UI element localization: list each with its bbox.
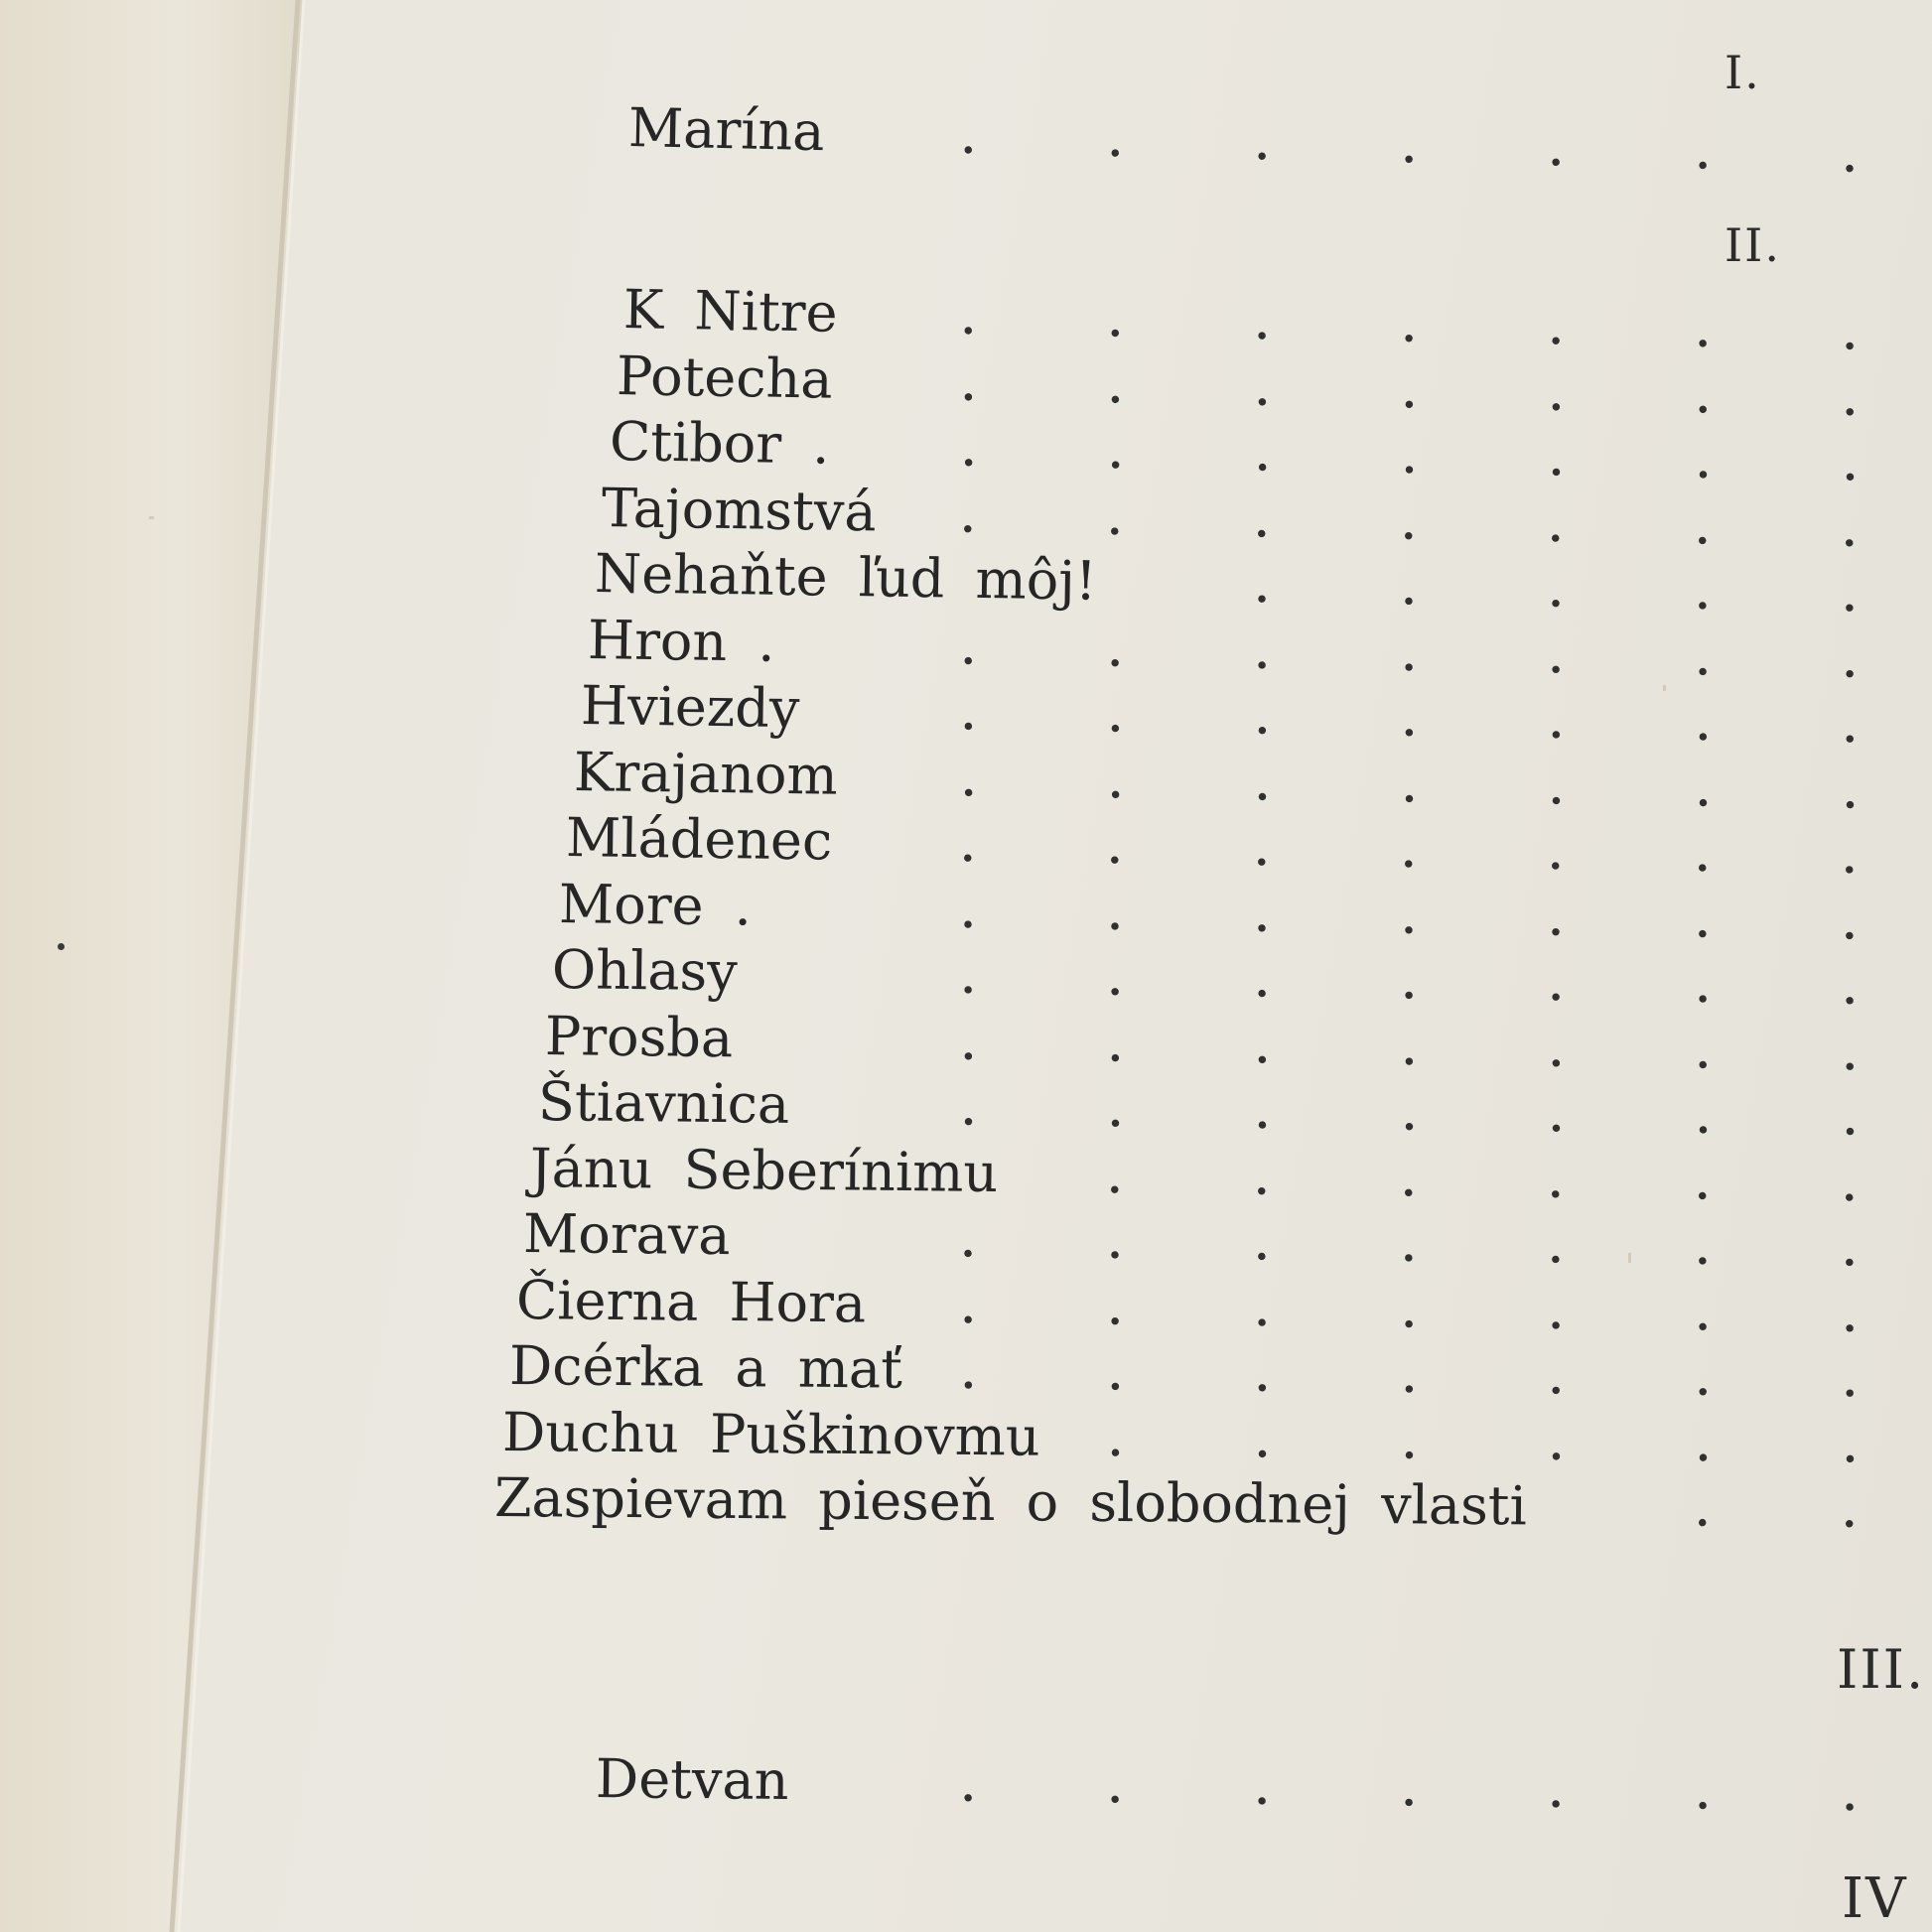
leader-dot: .: [961, 1285, 976, 1332]
dot-leader: [895, 1206, 1932, 1281]
leader-dot: .: [1842, 1294, 1858, 1341]
leader-dot: .: [1696, 1488, 1711, 1536]
leader-dot: .: [1108, 1155, 1123, 1202]
leader-dot: .: [1255, 959, 1270, 1007]
toc-entry-title: Potecha: [616, 344, 833, 411]
leader-dot: .: [1255, 1288, 1270, 1335]
leader-dot: .: [1108, 1418, 1123, 1465]
leader-dot: .: [961, 296, 976, 345]
leader-dot: .: [961, 1351, 976, 1399]
leader-dot: .: [1254, 302, 1270, 349]
leader-dot: .: [1108, 1352, 1123, 1400]
leader-dot: .: [1842, 134, 1858, 182]
dot-leader: [1629, 1475, 1932, 1542]
leader-dot: .: [1548, 438, 1564, 485]
leader-dot: .: [1842, 900, 1858, 949]
leader-dot: .: [1402, 1158, 1417, 1205]
leader-dot: .: [961, 890, 976, 937]
toc-entry-title: Morava: [522, 1202, 732, 1268]
leader-dot: .: [1255, 828, 1270, 876]
leader-dot: .: [1255, 630, 1270, 678]
section-numeral: III.: [1837, 1638, 1926, 1701]
leader-dot: .: [1695, 506, 1711, 554]
leader-dot: .: [1401, 304, 1417, 351]
leader-dot: .: [961, 1763, 976, 1812]
leader-dot: .: [1254, 433, 1270, 481]
leader-dot: .: [1108, 1220, 1123, 1269]
leader-dot: .: [1548, 1029, 1564, 1076]
leader-dot: .: [1695, 374, 1711, 423]
leader-dot: .: [1108, 431, 1123, 479]
stray-ink-dot: [58, 943, 65, 950]
leader-dot: .: [1548, 307, 1564, 354]
leader-dot: .: [1842, 1032, 1858, 1079]
leader-dot: .: [1549, 1422, 1564, 1469]
toc-entry-title: Ctibor .: [609, 410, 830, 477]
toc-entry-title: Nehaňte ľud môj!: [594, 542, 1098, 613]
leader-dot: .: [1108, 826, 1123, 874]
leader-dot: .: [1695, 703, 1711, 751]
leader-dot: .: [1549, 1160, 1564, 1207]
dot-leader: [895, 1338, 1932, 1412]
leader-dot: .: [1695, 965, 1711, 1013]
leader-dot: .: [1108, 892, 1123, 939]
toc-entry-title: Duchu Puškinovmu: [501, 1400, 1040, 1468]
section-numeral: II.: [1725, 218, 1781, 272]
leader-dot: .: [1402, 830, 1417, 878]
toc-entry-title: Detvan: [595, 1747, 789, 1813]
leader-dot: .: [1108, 364, 1123, 413]
leader-dot: .: [1108, 1287, 1123, 1334]
leader-dot: .: [1254, 367, 1270, 415]
toc-entry-title: Tajomstvá: [601, 476, 878, 543]
leader-dot: .: [1108, 299, 1123, 346]
leader-dot: .: [1842, 639, 1858, 687]
leader-dot: .: [961, 428, 976, 477]
leader-dot: .: [1108, 759, 1123, 808]
leader-dot: .: [1402, 1355, 1417, 1403]
toc-entry-title: Marína: [627, 96, 826, 164]
leader-dot: .: [1255, 1419, 1270, 1467]
leader-dot: .: [961, 956, 976, 1004]
dot-leader: [1041, 1142, 1932, 1215]
leader-dot: .: [1401, 501, 1417, 549]
leader-dot: .: [1695, 440, 1711, 488]
dot-leader: [895, 1750, 1932, 1825]
leader-dot: .: [1549, 963, 1564, 1011]
leader-dot: .: [1842, 1228, 1858, 1276]
leader-dot: .: [1108, 496, 1123, 544]
leader-dot: .: [1108, 1089, 1123, 1137]
toc-entry-title: Dcérka a mať: [508, 1334, 902, 1401]
leader-dot: .: [1842, 770, 1858, 818]
leader-dot: .: [1401, 125, 1417, 173]
leader-dot: .: [1402, 1027, 1417, 1074]
leader-dot: .: [1549, 1291, 1564, 1338]
toc-entry-title: Jánu Seberínimu: [530, 1136, 999, 1204]
leader-dot: .: [1255, 894, 1270, 941]
leader-dot: .: [1695, 309, 1711, 357]
toc-entry: [494, 1466, 1932, 1542]
leader-dot: .: [1695, 899, 1711, 947]
leader-dot: .: [1402, 1768, 1417, 1816]
leader-dot: .: [1548, 634, 1564, 683]
leader-dot: .: [1696, 1357, 1711, 1405]
leader-dot: .: [1255, 696, 1270, 744]
leader-dot: .: [1255, 498, 1270, 547]
leader-dot: .: [1254, 122, 1270, 170]
leader-dot: .: [1842, 312, 1858, 359]
leader-dot: .: [1548, 700, 1564, 749]
leader-dot: .: [1695, 1096, 1711, 1144]
leader-dot: .: [1401, 698, 1417, 747]
leader-dot: .: [1695, 1226, 1711, 1275]
section-numeral: IV: [1842, 1866, 1908, 1931]
leader-dot: .: [1108, 694, 1123, 742]
leader-dot: .: [1401, 632, 1417, 680]
leader-dot: .: [1842, 574, 1858, 621]
leader-dot: .: [1255, 1091, 1270, 1139]
dot-leader: [1188, 551, 1932, 627]
leader-dot: .: [1548, 569, 1564, 617]
leader-dot: .: [1255, 1157, 1270, 1204]
leader-dot: .: [1401, 436, 1417, 483]
toc-entry-title: Zaspievam pieseň o slobodnej vlasti: [494, 1466, 1528, 1538]
leader-dot: .: [1549, 1225, 1564, 1273]
leader-dot: .: [1549, 1356, 1564, 1404]
leader-dot: .: [1695, 1161, 1711, 1209]
leader-dot: .: [1255, 1222, 1270, 1270]
leader-dot: .: [961, 1087, 976, 1135]
leader-dot: .: [1548, 372, 1564, 420]
toc-entry-title: Čierna Hora: [515, 1268, 867, 1334]
leader-dot: .: [1842, 836, 1858, 884]
leader-dot: .: [1255, 1353, 1270, 1401]
leader-dot: .: [1548, 128, 1564, 176]
leader-dot: .: [1842, 1773, 1858, 1821]
leader-dot: .: [1842, 377, 1858, 425]
leader-dot: .: [961, 116, 976, 164]
leader-dot: .: [1695, 1031, 1711, 1078]
leader-dot: .: [1696, 1771, 1711, 1819]
leader-dot: .: [1842, 1163, 1858, 1210]
leader-dot: .: [961, 626, 976, 674]
toc-entry-title: Ohlasy: [551, 938, 739, 1004]
dot-leader: [895, 1272, 1932, 1346]
toc-entry: [516, 1269, 1932, 1346]
leader-dot: .: [1548, 503, 1564, 551]
leader-dot: .: [1695, 834, 1711, 882]
leader-dot: .: [961, 494, 976, 542]
leader-dot: .: [1255, 761, 1270, 810]
leader-dot: .: [1842, 705, 1858, 753]
leader-dot: .: [1401, 369, 1417, 418]
leader-dot: .: [961, 1022, 976, 1069]
toc-entry-title: Krajanom: [573, 740, 838, 807]
toc-entry-title: More .: [558, 872, 753, 937]
leader-dot: .: [1108, 1765, 1123, 1813]
leader-dot: .: [1402, 1092, 1417, 1140]
leader-dot: .: [1402, 961, 1417, 1009]
leader-dot: .: [1108, 628, 1123, 676]
leader-dot: .: [1695, 131, 1711, 179]
leader-dot: .: [1549, 1770, 1564, 1818]
leader-dot: .: [961, 362, 976, 410]
leader-dot: .: [1843, 1489, 1858, 1538]
dot-leader: [895, 1074, 1932, 1151]
leader-dot: .: [1842, 1097, 1858, 1145]
leader-dot: .: [1843, 1425, 1858, 1472]
toc-entry-title: K Nitre: [622, 278, 839, 345]
leader-dot: .: [961, 692, 976, 740]
paper-fleck: [149, 516, 154, 519]
leader-dot: .: [1695, 768, 1711, 816]
leader-dot: .: [1842, 443, 1858, 490]
leader-dot: .: [1402, 1290, 1417, 1337]
toc-entry: [501, 1401, 1932, 1476]
toc-entry-title: Prosba: [544, 1004, 734, 1069]
leader-dot: .: [1548, 897, 1564, 945]
leader-dot: .: [1255, 1766, 1270, 1815]
leader-dot: .: [1108, 1024, 1123, 1071]
toc-entry-title: Mládenec: [565, 806, 834, 873]
leader-dot: .: [1695, 637, 1711, 685]
leader-dot: .: [1255, 1025, 1270, 1073]
toc-entry-title: Hron .: [587, 608, 775, 674]
leader-dot: .: [1696, 1423, 1711, 1470]
leader-dot: .: [1548, 1094, 1564, 1142]
leader-dot: .: [961, 1219, 976, 1267]
leader-dot: .: [961, 758, 976, 806]
toc-entry: [509, 1334, 1932, 1411]
leader-dot: .: [1695, 572, 1711, 620]
dot-leader: [895, 1009, 1932, 1085]
leader-dot: .: [1255, 565, 1270, 613]
leader-dot: .: [1401, 567, 1417, 615]
dot-leader: [1041, 1405, 1932, 1476]
leader-dot: .: [1842, 508, 1858, 556]
leader-dot: .: [1843, 1359, 1858, 1407]
leader-dot: .: [1402, 764, 1417, 812]
leader-dot: .: [1107, 119, 1123, 167]
leader-dot: .: [1842, 966, 1858, 1015]
section-numeral: I.: [1725, 46, 1761, 99]
leader-dot: .: [1402, 1421, 1417, 1468]
leader-dot: .: [1108, 957, 1123, 1006]
leader-dot: .: [1548, 832, 1564, 880]
leader-dot: .: [961, 824, 976, 872]
leader-dot: .: [1696, 1292, 1711, 1340]
leader-dot: .: [1548, 766, 1564, 814]
toc-entry-title: Štiavnica: [537, 1070, 790, 1136]
toc-entry-title: Hviezdy: [580, 674, 800, 741]
leader-dot: .: [1402, 1223, 1417, 1272]
leader-dot: .: [1402, 896, 1417, 943]
